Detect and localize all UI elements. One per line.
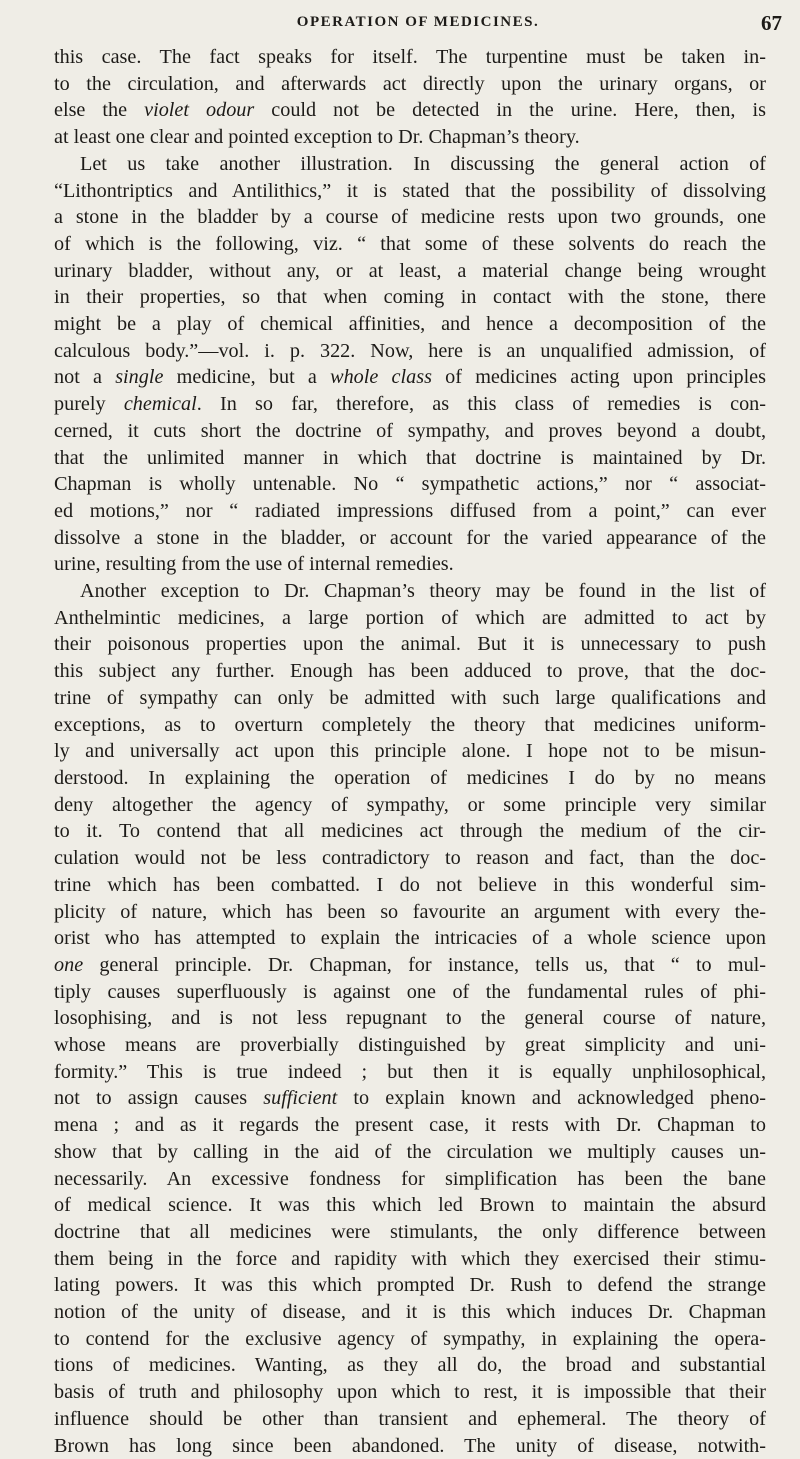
text-line	[54, 71, 766, 98]
text-run: Another exception to Dr. Chapman’s theory may be found in the list of	[80, 580, 766, 603]
text-line	[54, 1005, 766, 1032]
text-line	[54, 445, 766, 472]
text-line	[54, 231, 766, 258]
text-run: . In so far, therefore, as this class of remedies is con-	[196, 393, 766, 416]
italic-text: one	[54, 953, 84, 976]
text-run: this subject any further. Enough has been adduced to prove, that the doc-	[54, 660, 766, 683]
text-run: medicine, but a	[163, 366, 331, 389]
text-line	[54, 1192, 766, 1219]
text-run: ly and universally act upon this principle alone. I hope not to be misun-	[54, 740, 766, 763]
text-line	[54, 1379, 766, 1406]
text-line	[54, 818, 766, 845]
text-run: general principle. Dr. Chapman, for instance, tells us, that “ to mul-	[83, 953, 766, 976]
text-run: to explain known and acknowledged pheno-	[337, 1087, 767, 1110]
text-run: to contend for the exclusive agency of sympathy, in explaining the opera-	[54, 1327, 766, 1350]
text-run: in their properties, so that when coming in contact with the stone, there	[54, 286, 766, 309]
text-run: Let us take another illustration. In discussing the general action of	[80, 152, 766, 175]
text-line	[54, 1085, 766, 1112]
text-line	[54, 925, 766, 952]
text-run: might be a play of chemical affinities, and hence a decomposition of the	[54, 313, 766, 336]
text-line	[54, 685, 766, 712]
italic-text: sufficient	[263, 1087, 338, 1110]
text-line	[54, 1166, 766, 1193]
text-line	[54, 658, 766, 685]
text-run: them being in the force and rapidity with which they exercised their stimu-	[54, 1247, 766, 1270]
body-text	[54, 44, 766, 1459]
text-line	[54, 738, 766, 765]
text-run: deny altogether the agency of sympathy, or some principle very similar	[54, 793, 766, 816]
text-run: losophising, and is not less repugnant to the general course of nature,	[54, 1007, 766, 1030]
text-line	[54, 1032, 766, 1059]
text-run: mena ; and as it regards the present case, it rests with Dr. Chapman to	[54, 1114, 766, 1137]
text-run: derstood. In explaining the operation of medicines I do by no means	[54, 766, 766, 789]
text-run: doctrine that all medicines were stimulants, the only difference between	[54, 1220, 766, 1243]
text-line	[54, 311, 766, 338]
text-line	[54, 44, 766, 71]
text-run: formity.” This is true indeed ; but then it is equally unphilosophical,	[54, 1060, 766, 1083]
text-run: culation would not be less contradictory to reason and fact, than the doc-	[54, 847, 766, 870]
text-line	[54, 124, 766, 151]
text-run: to it. To contend that all medicines act through the medium of the cir-	[54, 820, 766, 843]
page-number: 67	[761, 11, 782, 35]
text-run: to the circulation, and afterwards act directly upon the urinary organs, or	[54, 72, 766, 95]
italic-text: whole class	[330, 366, 432, 389]
text-line	[54, 1139, 766, 1166]
text-run: necessarily. An excessive fondness for simplification has been the bane	[54, 1167, 766, 1190]
text-run: dissolve a stone in the bladder, or account for the varied appearance of the	[54, 526, 766, 549]
text-run: lating powers. It was this which prompted Dr. Rush to defend the strange	[54, 1274, 766, 1297]
text-run: this case. The fact speaks for itself. The turpentine must be taken in-	[54, 46, 766, 68]
text-line	[54, 1112, 766, 1139]
text-run: show that by calling in the aid of the circulation we multiply causes un-	[54, 1140, 766, 1163]
text-line	[54, 391, 766, 418]
text-run: at least one clear and pointed exception to Dr. Chapman’s theory.	[54, 126, 580, 149]
text-line	[54, 204, 766, 231]
text-run: trine of sympathy can only be admitted with such large qualifications and	[54, 686, 766, 709]
text-run: exceptions, as to overturn completely the theory that medicines uniform-	[54, 713, 766, 736]
text-line	[54, 1219, 766, 1246]
text-run: that the unlimited manner in which that doctrine is maintained by Dr.	[54, 446, 766, 469]
running-head	[54, 11, 782, 44]
text-run: urine, resulting from the use of internal remedies.	[54, 553, 454, 576]
italic-text: chemical	[123, 393, 197, 416]
text-line	[54, 578, 766, 605]
text-run: else the	[54, 99, 145, 122]
text-line	[54, 1272, 766, 1299]
text-line	[54, 952, 766, 979]
text-line	[54, 872, 766, 899]
text-run: Anthelmintic medicines, a large portion of which are admitted to act by	[54, 606, 766, 629]
text-run: ed motions,” nor “ radiated impressions diffused from a point,” can ever	[54, 499, 766, 522]
text-run: Chapman is wholly untenable. No “ sympathetic actions,” nor “ associat-	[54, 473, 766, 496]
text-line	[54, 605, 766, 632]
text-run: tions of medicines. Wanting, as they all do, the broad and substantial	[54, 1354, 766, 1377]
text-line	[54, 525, 766, 552]
italic-text: violet odour	[144, 99, 255, 122]
text-line	[54, 258, 766, 285]
text-line	[54, 792, 766, 819]
text-run: tiply causes superfluously is against one of the fundamental rules of phi-	[54, 980, 766, 1003]
text-line	[54, 1246, 766, 1273]
text-line	[54, 418, 766, 445]
text-run: could not be detected in the urine. Here, then, is	[254, 99, 766, 122]
text-line	[54, 765, 766, 792]
text-run: plicity of nature, which has been so favourite an argument with every the-	[54, 900, 766, 923]
text-run: not a	[54, 366, 116, 389]
text-line	[54, 338, 766, 365]
text-line	[54, 1299, 766, 1326]
text-run: notion of the unity of disease, and it is this which induces Dr. Chapman	[54, 1301, 766, 1324]
text-run: purely	[54, 393, 124, 416]
text-line	[54, 979, 766, 1006]
text-run: influence should be other than transient and ephemeral. The theory of	[54, 1407, 766, 1430]
text-run: basis of truth and philosophy upon which to rest, it is impossible that their	[54, 1381, 766, 1404]
text-run: of medicines acting upon principles	[431, 366, 766, 389]
text-line	[54, 1059, 766, 1086]
text-run: trine which has been combatted. I do not believe in this wonderful sim-	[54, 873, 766, 896]
text-line	[54, 151, 766, 178]
text-line	[54, 712, 766, 739]
text-run: Brown has long since been abandoned. The unity of disease, notwith-	[54, 1434, 766, 1457]
text-line	[54, 1352, 766, 1379]
text-run: their poisonous properties upon the animal. But it is unnecessary to push	[54, 633, 766, 656]
text-run: of which is the following, viz. “ that some of these solvents do reach the	[54, 232, 766, 255]
italic-text: single	[115, 366, 164, 389]
text-run: calculous body.”—vol. i. p. 322. Now, here is an unqualified admission, of	[54, 339, 766, 362]
text-run: whose means are proverbially distinguished by great simplicity and uni-	[54, 1034, 766, 1057]
text-run: not to assign causes	[54, 1087, 264, 1110]
text-run: orist who has attempted to explain the intricacies of a whole science upon	[54, 927, 766, 950]
text-line	[54, 284, 766, 311]
text-line	[54, 899, 766, 926]
text-line	[54, 1433, 766, 1459]
text-run: a stone in the bladder by a course of medicine rests upon two grounds, one	[54, 206, 766, 229]
text-run: urinary bladder, without any, or at least, a material change being wrought	[54, 259, 766, 282]
text-line	[54, 498, 766, 525]
text-run: of medical science. It was this which led Brown to maintain the absurd	[54, 1194, 766, 1217]
text-line	[54, 1406, 766, 1433]
text-run: cerned, it cuts short the doctrine of sympathy, and proves beyond a doubt,	[54, 419, 766, 442]
text-run: “Lithontriptics and Antilithics,” it is stated that the possibility of dissolving	[54, 179, 766, 202]
text-line	[54, 364, 766, 391]
text-line	[54, 631, 766, 658]
text-line	[54, 97, 766, 124]
running-title: OPERATION OF MEDICINES.	[296, 14, 540, 30]
text-line	[54, 1326, 766, 1353]
text-line	[54, 471, 766, 498]
text-line	[54, 178, 766, 205]
text-line	[54, 845, 766, 872]
text-line	[54, 551, 766, 578]
